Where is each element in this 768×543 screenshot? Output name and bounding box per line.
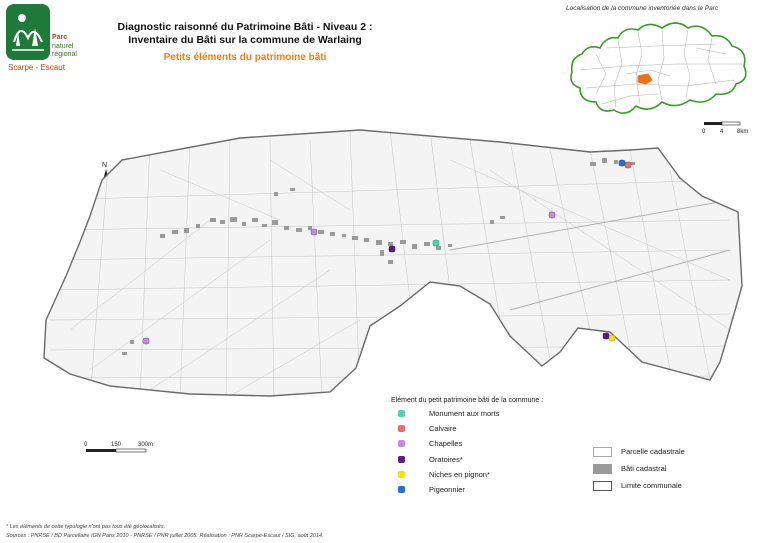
legend-label-limite: Limite communale xyxy=(621,481,682,490)
legend-swatch-limite xyxy=(593,481,612,491)
legend-swatch-oratoires xyxy=(398,456,405,463)
inset-scale-label-4: 4 xyxy=(720,129,724,135)
map-scale-bar xyxy=(84,440,164,458)
point-niche-en-pignon[interactable] xyxy=(609,335,615,341)
point-oratoire-1[interactable] xyxy=(389,246,395,252)
legend-label-parcelle: Parcelle cadastrale xyxy=(621,447,685,456)
legend-label-niches: Niches en pignon* xyxy=(429,469,490,479)
legend-swatch-monument xyxy=(398,410,405,417)
point-monument-aux-morts[interactable] xyxy=(433,240,439,246)
point-chapelle-3[interactable] xyxy=(143,338,149,344)
legend-swatch-pigeonnier xyxy=(398,486,405,493)
logo-line-naturel: naturel xyxy=(52,43,74,50)
legend-label-bati: Bâti cadastral xyxy=(621,464,667,473)
map-title-block xyxy=(95,21,395,63)
legend-swatch-chapelles xyxy=(398,440,405,447)
legend-label-monument: Monument aux morts xyxy=(429,409,500,418)
logo-line-regional: régional xyxy=(52,51,77,58)
legend-label-chapelles: Chapelles xyxy=(429,439,463,449)
map-title-line2: Inventaire du Bâti sur la commune de Warlaing xyxy=(128,34,362,46)
legend-label-calvaire: Calvaire xyxy=(429,424,457,434)
footnote-geolocation: * Les éléments de cette typologie n'ont pas tous été géolocalisés. xyxy=(6,524,166,530)
point-oratoire-2[interactable] xyxy=(603,333,609,339)
map-scale-label-300: 300m xyxy=(138,442,154,448)
legend-swatch-niches xyxy=(398,471,405,478)
legend-title: Elément du petit patrimoine bâti de la commune : xyxy=(391,397,544,404)
footnote-sources: Sources : PNRSE / BD Parcellaire IGN Paris 2010 - PNRSE / PNR juillet 2005. Réalisation : PNR Scarpe-Escaut / SIG, août 2014. xyxy=(6,533,324,539)
inset-caption: Localisation de la commune inventoriée dans le Parc xyxy=(566,5,719,12)
north-label: N xyxy=(102,162,108,169)
map-scale-label-150: 150 xyxy=(111,442,122,448)
map-subtitle: Petits éléments du patrimoine bâti xyxy=(163,52,327,63)
commune-map-canvas[interactable] xyxy=(30,100,750,400)
logo-line-parc: Parc xyxy=(52,34,68,41)
legend-label-oratoires: Oratoires* xyxy=(429,454,463,464)
map-scale-label-0: 0 xyxy=(84,442,88,448)
point-chapelle-1[interactable] xyxy=(311,229,317,235)
legend-swatch-parcelle xyxy=(593,447,612,457)
point-chapelle-2[interactable] xyxy=(549,212,555,218)
legend-swatch-bati xyxy=(593,464,612,474)
legend-swatch-calvaire xyxy=(398,425,405,432)
inset-scale-label-0: 0 xyxy=(702,129,706,135)
inset-scale-label-8: 8km xyxy=(737,129,749,135)
legend-label-pigeonnier: Pigeonnier xyxy=(429,484,465,494)
park-logo xyxy=(4,2,77,80)
point-pigeonnier[interactable] xyxy=(619,160,625,166)
logo-park-name: Scarpe - Escaut xyxy=(8,63,65,72)
commune-map[interactable] xyxy=(30,100,750,400)
map-title-line1: Diagnostic raisonné du Patrimoine Bâti - Niveau 2 : xyxy=(117,21,373,33)
point-calvaire[interactable] xyxy=(625,162,631,168)
